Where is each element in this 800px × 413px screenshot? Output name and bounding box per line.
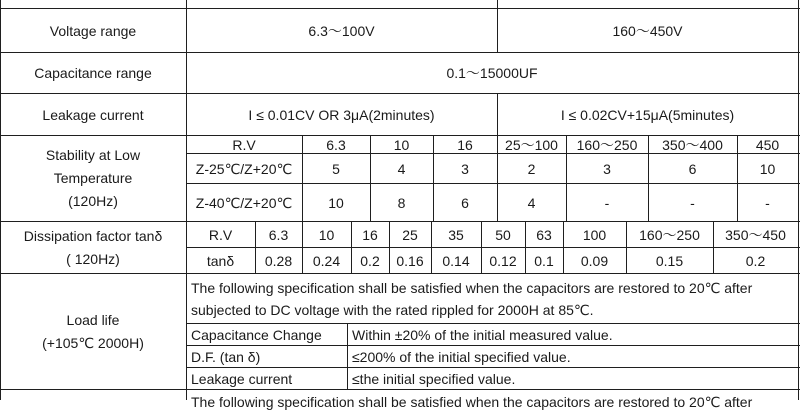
dissipation-cell: 0.2: [745, 252, 766, 269]
load-life-intro-line: subjected to DC voltage with the rated rippled for 2000H at 85℃.: [191, 302, 594, 318]
stability-header-cell: 16: [457, 136, 473, 153]
capacitance-range-label: Capacitance range: [34, 65, 152, 81]
voltage-range-high: 160～450V: [612, 22, 683, 39]
stability-header-cell: 25～100: [505, 136, 558, 153]
stability-cell: 5: [332, 160, 340, 177]
dissipation-header-cell: 350～450: [725, 226, 786, 243]
leakage-current-label: Leakage current: [42, 106, 144, 123]
dissipation-header-cell: 6.3: [268, 226, 289, 243]
stability-header-cell: 350～400: [662, 136, 723, 153]
stability-cell: 6: [688, 160, 697, 177]
load-life-label-line: Load life: [66, 311, 120, 328]
dissipation-header-cell: 25: [402, 226, 418, 243]
dissipation-header-cell: 63: [536, 226, 552, 243]
stability-label: [0, 136, 186, 221]
dissipation-cell: 0.28: [264, 252, 293, 269]
voltage-range-label: Voltage range: [49, 22, 137, 39]
stability-header-cell: 6.3: [326, 136, 346, 153]
col-divider: [347, 323, 348, 389]
stability-cell: 4: [527, 194, 536, 211]
load-life-item-value: Within ±20% of the initial measured value.: [352, 326, 613, 343]
dissipation-cell: tanδ: [206, 252, 235, 269]
dissipation-cell: 0.14: [442, 252, 470, 269]
stability-cell: 2: [527, 160, 536, 177]
dissipation-label: [0, 222, 186, 273]
dissipation-header-cell: 10: [318, 226, 335, 243]
stability-cell: 6: [461, 194, 469, 211]
dissipation-header-cell: 16: [362, 226, 378, 243]
dissipation-label-line: ( 120Hz): [66, 250, 120, 267]
stability-label-line: Stability at Low: [45, 147, 141, 163]
stability-label-line: Temperature: [53, 170, 133, 186]
stability-header-cell: 160～250: [576, 136, 638, 153]
load-life-label-line: (+105℃ 2000H): [42, 334, 144, 351]
stability-cell: Z-25℃/Z+20℃: [195, 160, 293, 177]
stability-header-cell: R.V: [232, 136, 256, 153]
next-row-partial-text: The following specification shall be satisfied when the capacitors are restored to 20℃ after: [191, 394, 753, 410]
stability-cell: 10: [759, 160, 776, 177]
load-life-item-name: D.F. (tan δ): [191, 348, 261, 365]
table-right-edge: [798, 0, 799, 400]
dissipation-header-cell: R.V: [208, 226, 233, 243]
dissipation-cell: 0.1: [534, 252, 554, 269]
stability-cell: -: [690, 194, 695, 211]
load-life-item-value: ≤the initial specified value.: [352, 370, 516, 387]
dissipation-cell: 0.09: [580, 252, 609, 269]
dissipation-cell: 0.2: [360, 252, 380, 269]
stability-cell: 4: [397, 160, 406, 177]
stability-cell: 10: [328, 194, 344, 211]
dissipation-header-cell: 160～250: [639, 226, 700, 243]
dissipation-cell: 0.24: [312, 252, 341, 269]
stability-cell: -: [765, 194, 770, 211]
stability-label-line: (120Hz): [68, 193, 118, 209]
dissipation-cell: 0.16: [396, 252, 424, 269]
stability-header-cell: 450: [755, 136, 780, 153]
dissipation-cell: 0.15: [655, 252, 684, 269]
stability-cell: 8: [397, 194, 406, 211]
stability-cell: Z-40℃/Z+20℃: [195, 194, 293, 211]
stability-header-cell: 10: [393, 136, 410, 153]
load-life-item-value: ≤200% of the initial specified value.: [352, 348, 571, 365]
stability-cell: 3: [603, 160, 611, 177]
stability-cell: 3: [461, 160, 469, 177]
load-life-intro-line: The following specification shall be satisfied when the capacitors are restored to 20℃ after: [191, 280, 753, 296]
stability-cell: -: [604, 194, 610, 211]
dissipation-header-cell: 50: [495, 226, 511, 243]
dissipation-label-line: Dissipation factor tanδ: [23, 227, 163, 244]
dissipation-header-cell: 100: [582, 226, 607, 243]
leakage-current-high: I ≤ 0.02CV+15μA(5minutes): [560, 106, 735, 123]
load-life-item-name: Leakage current: [191, 370, 293, 387]
load-life-label: [0, 274, 186, 389]
voltage-range-low: 6.3～100V: [308, 22, 375, 39]
capacitance-range-value: 0.1～15000UF: [446, 65, 538, 81]
dissipation-cell: 0.12: [489, 252, 517, 269]
load-life-item-name: Capacitance Change: [191, 326, 322, 343]
dissipation-header-cell: 35: [448, 226, 464, 243]
leakage-current-low: I ≤ 0.01CV OR 3μA(2minutes): [248, 106, 435, 123]
